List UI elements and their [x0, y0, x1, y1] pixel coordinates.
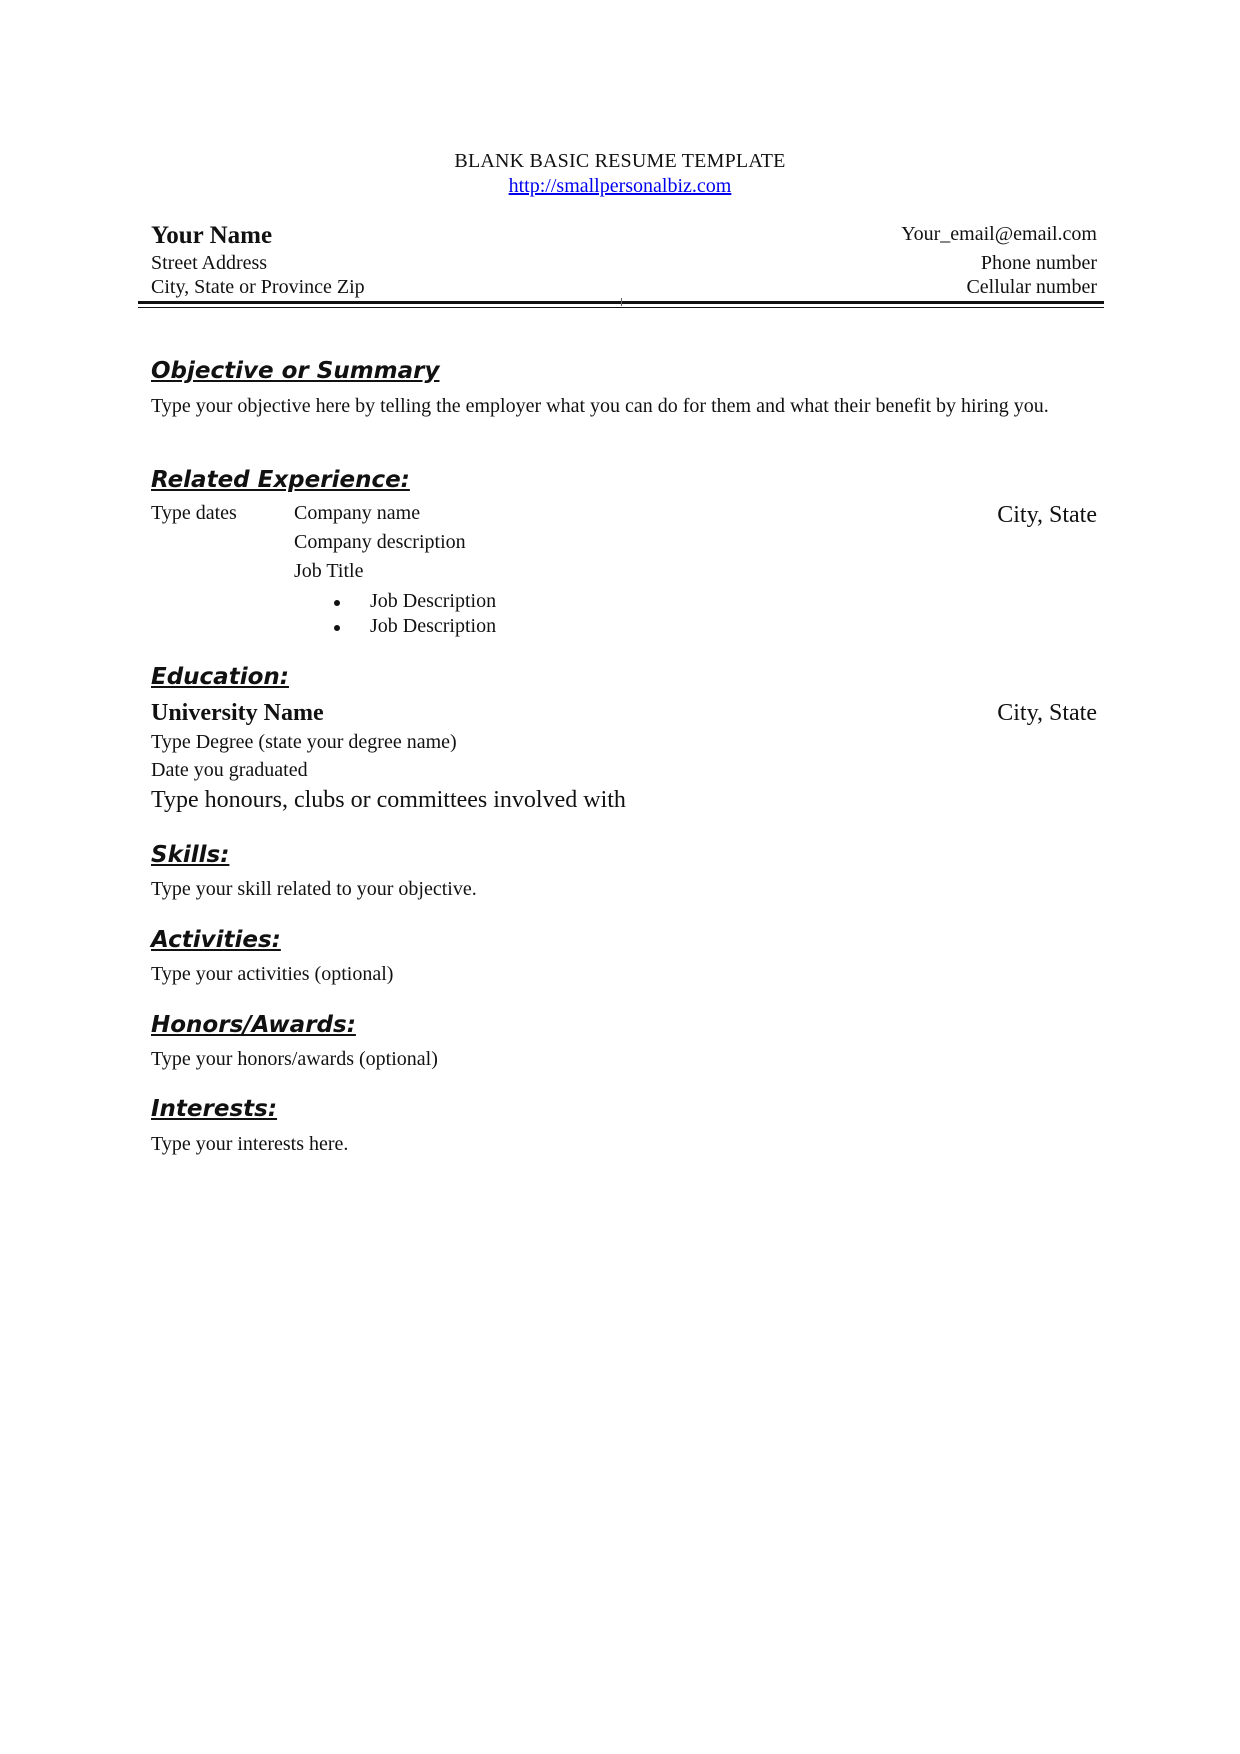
- email-address: Your_email@email.com: [901, 223, 1097, 245]
- street-address: Street Address: [151, 252, 268, 274]
- objective-text: Type your objective here by telling the employer what you can do for them and what their benefit by hiring you.: [151, 395, 1049, 417]
- objective-heading: Objective or Summary: [151, 358, 440, 384]
- job-description-item: Job Description: [370, 615, 497, 637]
- header-divider-thin: [138, 307, 1104, 308]
- cellular-number: Cellular number: [966, 276, 1097, 298]
- graduation-date: Date you graduated: [151, 759, 308, 781]
- resume-name: Your Name: [151, 222, 273, 249]
- job-title: Job Title: [294, 560, 364, 582]
- phone-number: Phone number: [980, 252, 1097, 274]
- website-link[interactable]: http://smallpersonalbiz.com: [508, 175, 732, 197]
- honors-heading: Honors/Awards:: [151, 1012, 356, 1038]
- job-description-item: Job Description: [370, 590, 497, 612]
- skills-text: Type your skill related to your objective.: [151, 878, 477, 900]
- bullet-icon: [334, 600, 340, 606]
- honors-text: Type your honors/awards (optional): [151, 1048, 438, 1070]
- education-heading: Education:: [151, 664, 289, 690]
- honours-text: Type honours, clubs or committees involved with: [151, 787, 626, 813]
- activities-text: Type your activities (optional): [151, 963, 394, 985]
- company-description: Company description: [294, 531, 466, 553]
- university-name: University Name: [151, 700, 324, 726]
- skills-heading: Skills:: [151, 842, 230, 868]
- experience-location: City, State: [997, 502, 1097, 528]
- bullet-icon: [334, 625, 340, 631]
- interests-text: Type your interests here.: [151, 1133, 349, 1155]
- divider-tick-mark: [621, 298, 622, 306]
- experience-dates: Type dates: [151, 502, 237, 524]
- experience-heading: Related Experience:: [151, 467, 410, 493]
- document-title: BLANK BASIC RESUME TEMPLATE: [454, 150, 786, 172]
- activities-heading: Activities:: [151, 927, 281, 953]
- interests-heading: Interests:: [151, 1096, 278, 1122]
- city-state-zip: City, State or Province Zip: [151, 276, 365, 298]
- degree-text: Type Degree (state your degree name): [151, 731, 457, 753]
- education-location: City, State: [997, 700, 1097, 726]
- company-name: Company name: [294, 502, 421, 524]
